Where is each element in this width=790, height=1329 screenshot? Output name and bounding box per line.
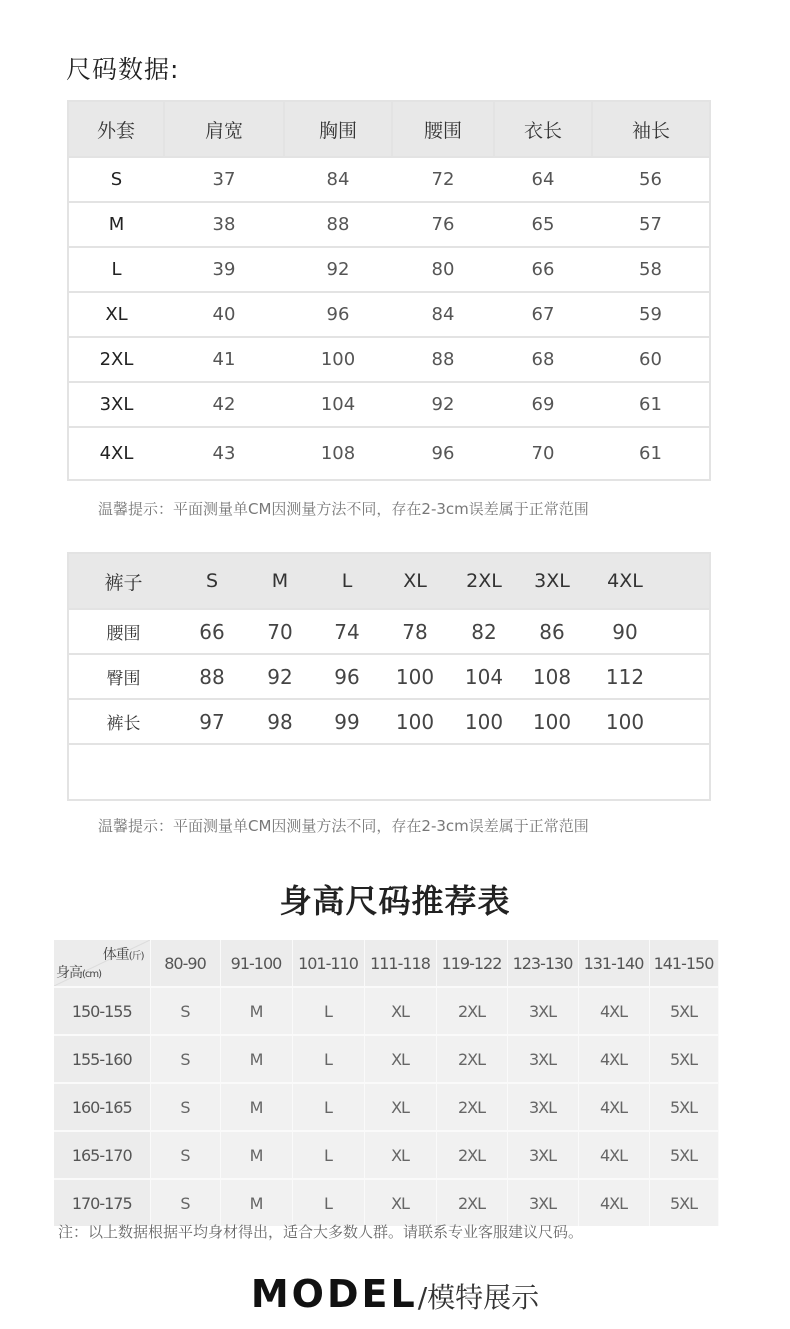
table-cell: 61 <box>592 427 710 480</box>
size-cell: 2XL <box>436 987 507 1035</box>
pants-header-cell: 2XL <box>450 553 518 609</box>
table-cell: 100 <box>450 699 518 744</box>
table-cell: 66 <box>178 609 246 654</box>
size-cell: 3XL <box>507 1131 578 1179</box>
table-cell: 72 <box>392 157 494 202</box>
jacket-size-cell: S <box>68 157 164 202</box>
weight-range-header: 111-118 <box>364 940 436 987</box>
size-cell: 2XL <box>436 1179 507 1226</box>
jacket-size-cell: 2XL <box>68 337 164 382</box>
table-cell: 99 <box>314 699 380 744</box>
table-cell: 98 <box>246 699 314 744</box>
table-row <box>68 292 710 337</box>
table-cell: 80 <box>392 247 494 292</box>
table-row <box>54 1179 718 1226</box>
table-cell: 68 <box>494 337 592 382</box>
table-cell: 74 <box>314 609 380 654</box>
table-row <box>68 699 710 744</box>
size-cell: 4XL <box>578 987 649 1035</box>
table-cell: 57 <box>592 202 710 247</box>
size-cell: M <box>220 1083 292 1131</box>
model-heading <box>0 1272 790 1316</box>
height-unit: (cm) <box>82 969 102 980</box>
size-cell: M <box>220 1131 292 1179</box>
pants-header-cell: L <box>314 553 380 609</box>
table-row <box>54 987 718 1035</box>
pants-header-cell: 4XL <box>586 553 664 609</box>
size-cell: M <box>220 1179 292 1226</box>
height-range-cell: 155-160 <box>54 1035 150 1083</box>
table-cell: 76 <box>392 202 494 247</box>
size-data-title: 尺码数据: <box>66 55 180 84</box>
size-cell: 3XL <box>507 987 578 1035</box>
pants-header-cell: XL <box>380 553 450 609</box>
size-cell: 4XL <box>578 1035 649 1083</box>
model-heading-zh: /模特展示 <box>417 1281 540 1314</box>
pants-header-cell: S <box>178 553 246 609</box>
empty-cell <box>68 744 710 800</box>
weight-range-header: 131-140 <box>578 940 649 987</box>
height-range-cell: 165-170 <box>54 1131 150 1179</box>
table-row <box>54 1083 718 1131</box>
size-cell: L <box>292 1035 364 1083</box>
table-cell: 40 <box>164 292 284 337</box>
size-cell: M <box>220 1035 292 1083</box>
pants-header-cell: 裤子 <box>68 553 178 609</box>
jacket-header-cell: 腰围 <box>392 101 494 157</box>
height-label: 身高 <box>56 965 82 981</box>
jacket-header-cell: 肩宽 <box>164 101 284 157</box>
table-cell: 82 <box>450 609 518 654</box>
size-cell: S <box>150 1179 220 1226</box>
size-cell: XL <box>364 1035 436 1083</box>
table-cell: 67 <box>494 292 592 337</box>
table-row <box>68 382 710 427</box>
table-row <box>68 157 710 202</box>
height-corner-label <box>56 962 101 982</box>
table-cell: 84 <box>392 292 494 337</box>
size-cell: L <box>292 1131 364 1179</box>
height-range-cell: 170-175 <box>54 1179 150 1226</box>
table-cell: 43 <box>164 427 284 480</box>
empty-table-row <box>68 744 710 800</box>
table-cell: 38 <box>164 202 284 247</box>
table-spacer-cell <box>664 609 710 654</box>
size-cell: 5XL <box>649 1131 718 1179</box>
table-cell: 59 <box>592 292 710 337</box>
table-cell: 92 <box>246 654 314 699</box>
size-cell: L <box>292 1179 364 1226</box>
table-cell: 100 <box>284 337 392 382</box>
table-cell: 78 <box>380 609 450 654</box>
size-cell: XL <box>364 1083 436 1131</box>
size-cell: 4XL <box>578 1131 649 1179</box>
pants-header-spacer <box>664 553 710 609</box>
size-cell: 5XL <box>649 987 718 1035</box>
table-row <box>68 654 710 699</box>
table-cell: 96 <box>392 427 494 480</box>
table-row <box>68 609 710 654</box>
size-cell: XL <box>364 1179 436 1226</box>
table-cell: 70 <box>494 427 592 480</box>
weight-label: 体重 <box>102 947 129 963</box>
corner-header-cell <box>54 940 150 987</box>
weight-range-header: 123-130 <box>507 940 578 987</box>
table-cell: 69 <box>494 382 592 427</box>
size-cell: M <box>220 987 292 1035</box>
pants-header-cell: M <box>246 553 314 609</box>
weight-unit: (斤) <box>128 951 144 962</box>
table-cell: 100 <box>586 699 664 744</box>
table-cell: 37 <box>164 157 284 202</box>
measurement-note: 温馨提示：平面测量单CM因测量方法不同，存在2-3cm误差属于正常范围 <box>98 817 589 835</box>
size-cell: 4XL <box>578 1083 649 1131</box>
table-cell: 65 <box>494 202 592 247</box>
jacket-size-cell: XL <box>68 292 164 337</box>
pants-row-label: 腰围 <box>68 609 178 654</box>
measurement-note: 温馨提示：平面测量单CM因测量方法不同，存在2-3cm误差属于正常范围 <box>98 500 589 518</box>
table-cell: 70 <box>246 609 314 654</box>
table-cell: 108 <box>518 654 586 699</box>
table-cell: 86 <box>518 609 586 654</box>
table-cell: 104 <box>284 382 392 427</box>
size-recommendation-table <box>54 940 719 1226</box>
table-cell: 112 <box>586 654 664 699</box>
size-cell: 5XL <box>649 1035 718 1083</box>
size-cell: S <box>150 1083 220 1131</box>
jacket-size-cell: 4XL <box>68 427 164 480</box>
jacket-header-row <box>68 101 710 157</box>
table-cell: 42 <box>164 382 284 427</box>
jacket-size-cell: M <box>68 202 164 247</box>
size-cell: 3XL <box>507 1179 578 1226</box>
table-row <box>68 427 710 480</box>
size-cell: 5XL <box>649 1179 718 1226</box>
table-cell: 92 <box>284 247 392 292</box>
table-cell: 64 <box>494 157 592 202</box>
weight-range-header: 101-110 <box>292 940 364 987</box>
table-cell: 96 <box>284 292 392 337</box>
table-cell: 104 <box>450 654 518 699</box>
size-cell: XL <box>364 1131 436 1179</box>
table-row <box>68 247 710 292</box>
table-cell: 60 <box>592 337 710 382</box>
recommendation-title: 身高尺码推荐表 <box>279 882 511 920</box>
weight-range-header: 141-150 <box>649 940 718 987</box>
size-cell: S <box>150 1035 220 1083</box>
size-cell: 5XL <box>649 1083 718 1131</box>
size-cell: L <box>292 1083 364 1131</box>
model-heading-en: MODEL <box>250 1272 418 1316</box>
table-cell: 88 <box>178 654 246 699</box>
table-row <box>68 337 710 382</box>
table-spacer-cell <box>664 654 710 699</box>
table-cell: 58 <box>592 247 710 292</box>
jacket-size-table <box>67 100 711 481</box>
table-cell: 97 <box>178 699 246 744</box>
size-cell: 2XL <box>436 1083 507 1131</box>
jacket-size-cell: L <box>68 247 164 292</box>
jacket-header-cell: 胸围 <box>284 101 392 157</box>
table-cell: 84 <box>284 157 392 202</box>
recommendation-footnote: 注：以上数据根据平均身材得出，适合大多数人群。请联系专业客服建议尺码。 <box>58 1223 584 1241</box>
table-cell: 100 <box>518 699 586 744</box>
table-cell: 56 <box>592 157 710 202</box>
size-cell: 2XL <box>436 1035 507 1083</box>
height-range-cell: 150-155 <box>54 987 150 1035</box>
table-cell: 108 <box>284 427 392 480</box>
size-cell: 4XL <box>578 1179 649 1226</box>
table-cell: 100 <box>380 699 450 744</box>
table-cell: 41 <box>164 337 284 382</box>
table-cell: 88 <box>392 337 494 382</box>
table-cell: 39 <box>164 247 284 292</box>
size-cell: 3XL <box>507 1083 578 1131</box>
size-cell: XL <box>364 987 436 1035</box>
pants-header-row <box>68 553 710 609</box>
table-cell: 100 <box>380 654 450 699</box>
size-cell: 3XL <box>507 1035 578 1083</box>
table-cell: 66 <box>494 247 592 292</box>
size-cell: S <box>150 987 220 1035</box>
table-row <box>68 202 710 247</box>
table-cell: 88 <box>284 202 392 247</box>
table-cell: 61 <box>592 382 710 427</box>
table-row <box>54 1131 718 1179</box>
weight-range-header: 80-90 <box>150 940 220 987</box>
jacket-header-cell: 衣长 <box>494 101 592 157</box>
pants-row-label: 裤长 <box>68 699 178 744</box>
pants-header-cell: 3XL <box>518 553 586 609</box>
table-cell: 92 <box>392 382 494 427</box>
table-cell: 90 <box>586 609 664 654</box>
pants-row-label: 臀围 <box>68 654 178 699</box>
jacket-size-cell: 3XL <box>68 382 164 427</box>
table-row <box>54 1035 718 1083</box>
table-spacer-cell <box>664 699 710 744</box>
size-cell: 2XL <box>436 1131 507 1179</box>
weight-corner-label <box>103 944 144 964</box>
weight-range-header: 91-100 <box>220 940 292 987</box>
height-range-cell: 160-165 <box>54 1083 150 1131</box>
weight-range-header: 119-122 <box>436 940 507 987</box>
pants-size-table <box>67 552 711 801</box>
jacket-header-cell: 袖长 <box>592 101 710 157</box>
table-cell: 96 <box>314 654 380 699</box>
size-cell: S <box>150 1131 220 1179</box>
jacket-header-cell: 外套 <box>68 101 164 157</box>
rec-header-row <box>54 940 718 987</box>
size-cell: L <box>292 987 364 1035</box>
